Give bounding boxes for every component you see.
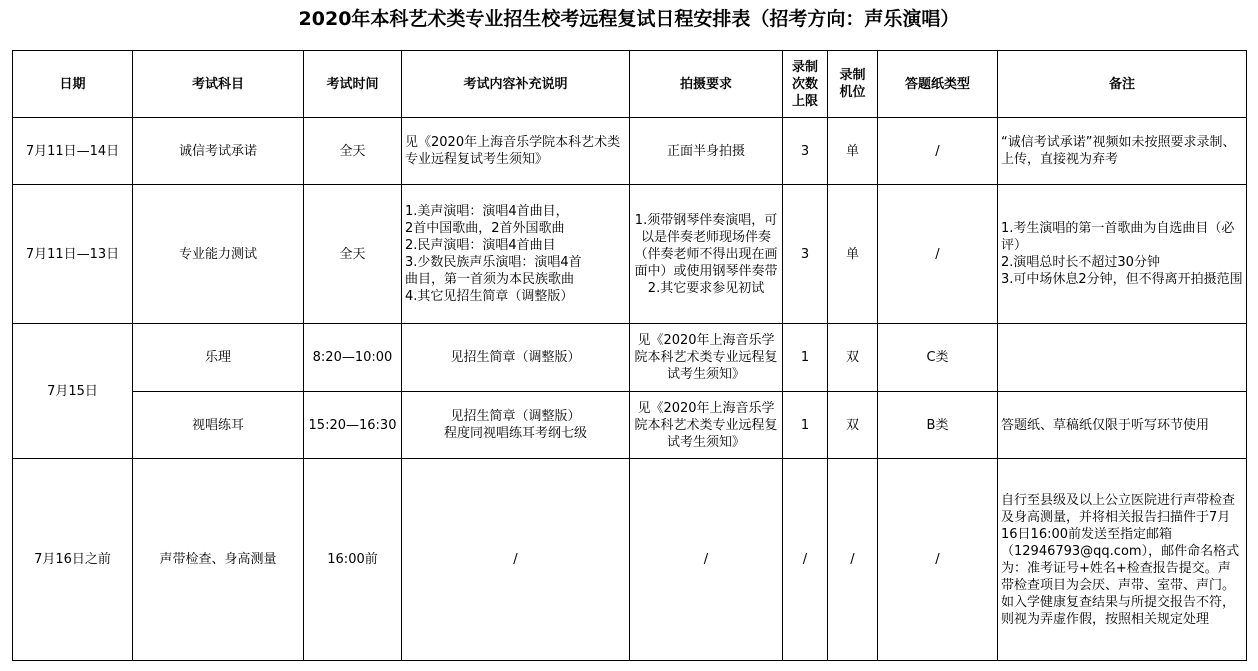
header-content: 考试内容补充说明 bbox=[402, 51, 630, 118]
cell-sheet: / bbox=[878, 185, 998, 324]
cell-date: 7月11日—13日 bbox=[13, 185, 133, 324]
cell-subject: 诚信考试承诺 bbox=[133, 118, 304, 185]
header-notes: 备注 bbox=[998, 51, 1247, 118]
cell-sheet: / bbox=[878, 118, 998, 185]
cell-sheet: C类 bbox=[878, 324, 998, 392]
cell-date: 7月11日—14日 bbox=[13, 118, 133, 185]
cell-time: 15:20—16:30 bbox=[304, 392, 402, 459]
cell-filming: 正面半身拍摄 bbox=[630, 118, 783, 185]
cell-content: 1.美声演唱：演唱4首曲目， 2首中国歌曲，2首外国歌曲 2.民声演唱：演唱4首曲目 3.少数民族声乐演唱：演唱4首 曲目，第一首须为本民族歌曲 4.其它见招生简章（调整版） bbox=[402, 185, 630, 324]
header-time: 考试时间 bbox=[304, 51, 402, 118]
cell-date: 7月15日 bbox=[13, 324, 133, 459]
cell-time: 全天 bbox=[304, 118, 402, 185]
cell-filming: / bbox=[630, 459, 783, 661]
schedule-table bbox=[12, 50, 1247, 661]
cell-content: 见招生简章（调整版） bbox=[402, 324, 630, 392]
cell-time: 全天 bbox=[304, 185, 402, 324]
cell-cameras: 单 bbox=[828, 118, 878, 185]
header-sheet: 答题纸类型 bbox=[878, 51, 998, 118]
cell-subject: 专业能力测试 bbox=[133, 185, 304, 324]
cell-cameras: / bbox=[828, 459, 878, 661]
cell-content: 见《2020年上海音乐学院本科艺术类专业远程复试考生须知》 bbox=[402, 118, 630, 185]
header-filming: 拍摄要求 bbox=[630, 51, 783, 118]
header-date: 日期 bbox=[13, 51, 133, 118]
table-row bbox=[13, 459, 1247, 661]
cell-sheet: / bbox=[878, 459, 998, 661]
cell-filming: 见《2020年上海音乐学院本科艺术类专业远程复试考生须知》 bbox=[630, 392, 783, 459]
cell-time: 16:00前 bbox=[304, 459, 402, 661]
cell-max-records: 1 bbox=[783, 392, 828, 459]
page-title: 2020年本科艺术类专业招生校考远程复试日程安排表（招考方向：声乐演唱） bbox=[298, 8, 960, 30]
table-row bbox=[13, 185, 1247, 324]
cell-max-records: 3 bbox=[783, 118, 828, 185]
table-row bbox=[13, 392, 1247, 459]
cell-notes: “诚信考试承诺”视频如未按照要求录制、上传，直接视为弃考 bbox=[998, 118, 1247, 185]
cell-max-records: 1 bbox=[783, 324, 828, 392]
cell-notes bbox=[998, 324, 1247, 392]
cell-cameras: 双 bbox=[828, 324, 878, 392]
cell-notes: 答题纸、草稿纸仅限于听写环节使用 bbox=[998, 392, 1247, 459]
cell-notes: 1.考生演唱的第一首歌曲为自选曲目（必评） 2.演唱总时长不超过30分钟 3.可中场休息2分钟，但不得离开拍摄范围 bbox=[998, 185, 1247, 324]
header-subject: 考试科目 bbox=[133, 51, 304, 118]
cell-cameras: 单 bbox=[828, 185, 878, 324]
table-row bbox=[13, 118, 1247, 185]
cell-date: 7月16日之前 bbox=[13, 459, 133, 661]
cell-filming: 见《2020年上海音乐学院本科艺术类专业远程复试考生须知》 bbox=[630, 324, 783, 392]
cell-filming: 1.须带钢琴伴奏演唱，可以是伴奏老师现场伴奏（伴奏老师不得出现在画面中）或使用钢琴伴奏带 2.其它要求参见初试 bbox=[630, 185, 783, 324]
cell-max-records: / bbox=[783, 459, 828, 661]
cell-time: 8:20—10:00 bbox=[304, 324, 402, 392]
cell-subject: 乐理 bbox=[133, 324, 304, 392]
cell-subject: 声带检查、身高测量 bbox=[133, 459, 304, 661]
header-max-records: 录制 次数 上限 bbox=[783, 51, 828, 118]
cell-content: / bbox=[402, 459, 630, 661]
cell-cameras: 双 bbox=[828, 392, 878, 459]
header-row bbox=[13, 51, 1247, 118]
table-row bbox=[13, 324, 1247, 392]
cell-max-records: 3 bbox=[783, 185, 828, 324]
header-cameras: 录制 机位 bbox=[828, 51, 878, 118]
cell-subject: 视唱练耳 bbox=[133, 392, 304, 459]
cell-notes: 自行至县级及以上公立医院进行声带检查及身高测量，并将相关报告扫描件于7月16日16:00前发送至指定邮箱（12946793@qq.com），邮件命名格式为：准考证号+姓名+检查报告提交。声带检查项目为会厌、声带、室带、声门。如入学健康复查结果与所提交报告不符，则视为弄虚作假，按照相关规定处理 bbox=[998, 459, 1247, 661]
cell-content: 见招生简章（调整版） 程度同视唱练耳考纲七级 bbox=[402, 392, 630, 459]
cell-sheet: B类 bbox=[878, 392, 998, 459]
